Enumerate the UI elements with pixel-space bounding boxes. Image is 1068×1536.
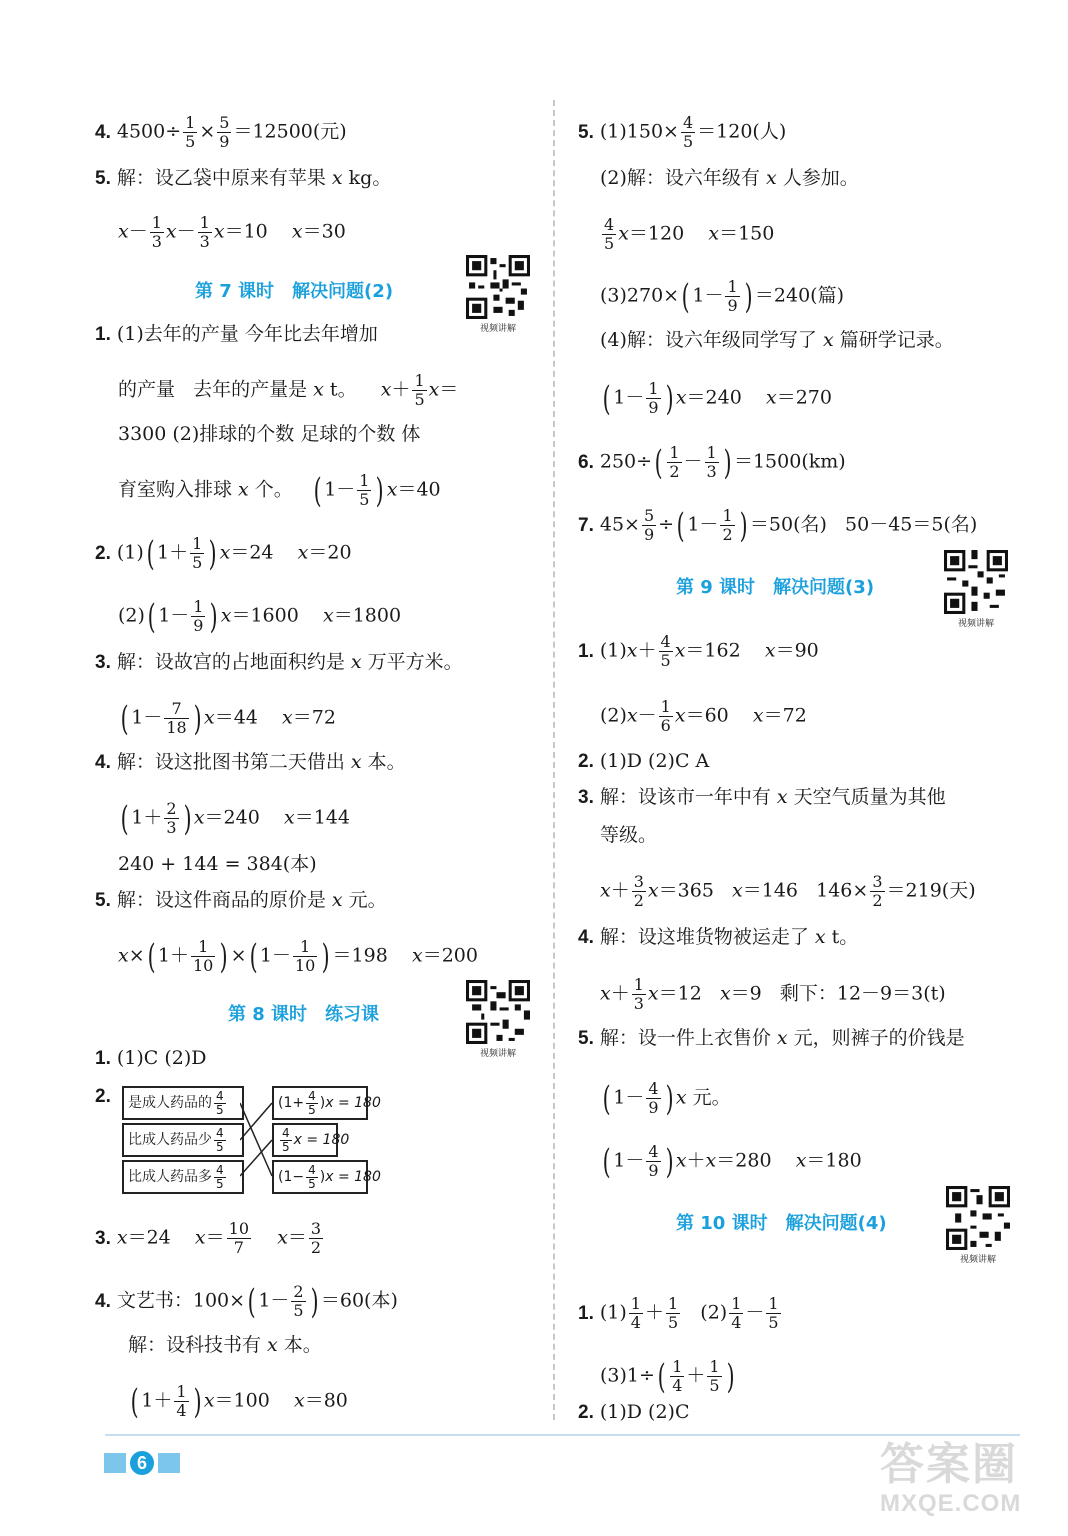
watermark-url-text: MXQE.COM xyxy=(880,1490,1022,1517)
l8-item-2-num: 2. xyxy=(95,1086,111,1107)
match-right-1-eq: x = 180 xyxy=(325,1095,381,1111)
l7-item-3-line-2: ( 1－ $\frac{7}{18}$ ) x＝44 x＝72 xyxy=(120,698,336,739)
match-right-3-eq: x = 180 xyxy=(325,1169,381,1185)
r-item-5-line-1: 5. (1)150× $\frac{4}{5}$ ＝120(人) xyxy=(578,113,787,151)
lesson-9-heading xyxy=(676,573,892,599)
r-item-5-line-3: $\frac{4}{5}$ x＝120 x＝150 xyxy=(604,215,775,253)
column-divider xyxy=(553,100,555,1420)
lesson-8-title: 第 8 课时 xyxy=(228,1004,308,1025)
left-item-4: 4. 4500÷ $\frac{1}{5}$ × $\frac{5}{9}$ ＝12500(元) xyxy=(95,113,347,151)
page-number-badge xyxy=(104,1451,180,1475)
match-right-1: (1+ $\frac{4}{5}$ )x = 180 xyxy=(272,1086,368,1120)
match-left-3-label: 比成人药品多 xyxy=(128,1169,212,1185)
l7-item-1-text-c: 3300 (2)排球的个数 足球的个数 体 xyxy=(118,423,421,445)
left-item-5-equation: x－ $\frac{1}{3}$ x－ $\frac{1}{3}$ x＝10 x＝30 xyxy=(118,213,346,251)
l10-item-1-line-1: 1. (1) $\frac{1}{4}$ ＋ $\frac{1}{5}$ (2) $\frac{1}{4}$ － $\frac{1}{5}$ xyxy=(578,1294,779,1332)
match-left-1-label: 是成人药品的 xyxy=(128,1095,212,1111)
page-number: 6 xyxy=(130,1451,154,1475)
footer-rule xyxy=(105,1434,1020,1436)
l9-item-3-text-b: 等级。 xyxy=(600,824,658,846)
l8-item-1: 1. (1)C (2)D xyxy=(95,1047,207,1069)
watermark xyxy=(880,1440,1055,1530)
l9-item-5-line-2: ( 1－ $\frac{4}{9}$ ) x 元。 xyxy=(602,1078,731,1119)
l10-item-1-line-2: (3)1÷( $\frac{1}{4}$ ＋ $\frac{1}{5}$ ) xyxy=(600,1356,735,1397)
lesson-9-title: 第 9 课时 xyxy=(676,577,756,598)
lesson-9-topic: 解决问题(3) xyxy=(773,577,875,598)
qr-code-icon xyxy=(944,550,1008,614)
l9-item-2: 2. (1)D (2)C A xyxy=(578,750,710,772)
l9-item-4-line-1: 4. 解：设这堆货物被运走了 x t。 xyxy=(578,926,859,948)
l8-item-3: 3. x＝24 x＝ $\frac{10}{7}$ x＝ $\frac{3}{2}$ xyxy=(95,1219,322,1257)
lesson-10-topic: 解决问题(4) xyxy=(785,1213,887,1234)
l7-item-4-line-1: 4. 解：设这批图书第二天借出 x 本。 xyxy=(95,751,406,773)
lesson-8-heading xyxy=(228,1000,397,1026)
lesson-7-qr-code[interactable] xyxy=(466,255,530,334)
lesson-9-qr-code[interactable] xyxy=(944,550,1008,629)
match-right-3: (1− $\frac{4}{5}$ )x = 180 xyxy=(272,1160,368,1194)
l9-item-3-line-1: 3. 解：设该市一年中有 x 天空气质量为其他 xyxy=(578,786,946,808)
l7-item-5-line-1: 5. 解：设这件商品的原价是 x 元。 xyxy=(95,889,387,911)
lesson-9-qr-caption: 视频讲解 xyxy=(957,619,994,629)
l9-item-1-line-1: 1. (1)x＋ $\frac{4}{5}$ x＝162 x＝90 xyxy=(578,632,819,670)
lesson-10-qr-code[interactable] xyxy=(946,1186,1010,1265)
l10-item-2-text: (1)D (2)C xyxy=(599,1401,690,1423)
matching-lines xyxy=(240,1086,274,1196)
l7-item-5-line-2: x×( 1＋ $\frac{1}{10}$ ) ×( 1－ $\frac{1}{10}$ ) ＝198 x＝200 xyxy=(118,936,478,977)
lesson-8-topic: 练习课 xyxy=(325,1004,380,1025)
lesson-7-heading xyxy=(195,277,411,303)
l9-item-4-line-2: x＋ $\frac{1}{3}$ x＝12 x＝9 剩下：12－9＝3(t) xyxy=(600,975,946,1013)
page-badge-right-block xyxy=(158,1453,180,1473)
l7-item-1-line-3 xyxy=(118,422,420,446)
lesson-7-title: 第 7 课时 xyxy=(195,281,275,302)
l9-item-3-line-2 xyxy=(600,823,657,847)
qr-code-icon xyxy=(466,255,530,319)
lesson-10-qr-caption: 视频讲解 xyxy=(959,1255,996,1265)
l9-item-1-line-2: (2)x－ $\frac{1}{6}$ x＝60 x＝72 xyxy=(600,697,807,735)
l8-item-4-line-1: 4. 文艺书：100×( 1－ $\frac{2}{5}$ ) ＝60(本) xyxy=(95,1281,398,1322)
l9-item-3-line-3: x＋ $\frac{3}{2}$ x＝365 x＝146 146× $\frac{3}{2}$ ＝219(天) xyxy=(600,872,976,910)
l10-item-2: 2. (1)D (2)C xyxy=(578,1401,690,1423)
match-left-1: 是成人药品的 $\frac{4}{5}$ xyxy=(122,1086,244,1120)
lesson-8-qr-caption: 视频讲解 xyxy=(479,1049,516,1059)
r-item-5-line-6: ( 1－ $\frac{1}{9}$ ) x＝240 x＝270 xyxy=(602,378,832,419)
l9-item-2-text: (1)D (2)C A xyxy=(599,750,710,772)
l7-item-3-line-1: 3. 解：设故宫的占地面积约是 x 万平方米。 xyxy=(95,651,463,673)
l9-item-5-line-1: 5. 解：设一件上衣售价 x 元，则裤子的价钱是 xyxy=(578,1027,965,1049)
lesson-8-qr-code[interactable] xyxy=(466,980,530,1059)
l7-item-1-line-2: 的产量 去年的产量是 x t。 x＋ $\frac{1}{5}$ x＝ xyxy=(118,371,459,409)
match-right-2: $\frac{4}{5}$ x = 180 xyxy=(272,1123,338,1157)
lesson-10-title: 第 10 课时 xyxy=(676,1213,768,1234)
match-left-2: 比成人药品少 $\frac{4}{5}$ xyxy=(122,1123,244,1157)
match-left-3: 比成人药品多 $\frac{4}{5}$ xyxy=(122,1160,244,1194)
l7-item-2-line-1: 2. (1)( 1＋ $\frac{1}{5}$ ) x＝24 x＝20 xyxy=(95,533,352,574)
lesson-10-heading xyxy=(676,1209,905,1235)
l9-item-5-line-3: ( 1－ $\frac{4}{9}$ ) x＋x＝280 x＝180 xyxy=(602,1141,862,1182)
left-item-5: 5. 解：设乙袋中原来有苹果 x kg。 xyxy=(95,167,392,189)
page-badge-left-block xyxy=(104,1453,126,1473)
l8-item-1-text: (1)C (2)D xyxy=(116,1047,207,1069)
l7-item-4-line-3 xyxy=(118,852,317,876)
l8-item-4-line-2: 解：设科技书有 x 本。 xyxy=(128,1334,322,1356)
l7-item-1-line-1: 1. (1)去年的产量 今年比去年增加 xyxy=(95,323,378,345)
qr-code-icon xyxy=(466,980,530,1044)
l7-item-4-sum: 240 + 144 = 384(本) xyxy=(118,853,317,875)
r-item-5-line-4: (3)270×( 1－ $\frac{1}{9}$ ) ＝240(篇) xyxy=(600,276,845,317)
qr-code-icon xyxy=(946,1186,1010,1250)
l8-item-4-line-3: ( 1＋ $\frac{1}{4}$ ) x＝100 x＝80 xyxy=(130,1381,348,1422)
l7-item-4-line-2: ( 1＋ $\frac{2}{3}$ ) x＝240 x＝144 xyxy=(120,798,350,839)
lesson-7-qr-caption: 视频讲解 xyxy=(479,324,516,334)
r-item-5-line-5: (4)解：设六年级同学写了 x 篇研学记录。 xyxy=(600,329,954,351)
match-left-2-label: 比成人药品少 xyxy=(128,1132,212,1148)
match-right-2-eq: x = 180 xyxy=(293,1132,350,1148)
lesson-7-topic: 解决问题(2) xyxy=(292,281,394,302)
l7-item-2-line-2: (2)( 1－ $\frac{1}{9}$ ) x＝1600 x＝1800 xyxy=(118,596,402,637)
l7-item-1-text-a: (1)去年的产量 今年比去年增加 xyxy=(116,323,378,345)
watermark-logo-text: 答案圈 xyxy=(880,1439,1018,1490)
r-item-7: 7. 45× $\frac{5}{9}$ ÷( 1－ $\frac{1}{2}$ ) ＝50(名) 50－45＝5(名) xyxy=(578,505,978,546)
l7-item-1-line-4: 育室购入排球 x 个。 ( 1－ $\frac{1}{5}$ ) x＝40 xyxy=(118,470,441,511)
r-item-5-line-2: (2)解：设六年级有 x 人参加。 xyxy=(600,167,859,189)
r-item-6: 6. 250÷( $\frac{1}{2}$ － $\frac{1}{3}$ ) ＝1500(km) xyxy=(578,442,846,483)
